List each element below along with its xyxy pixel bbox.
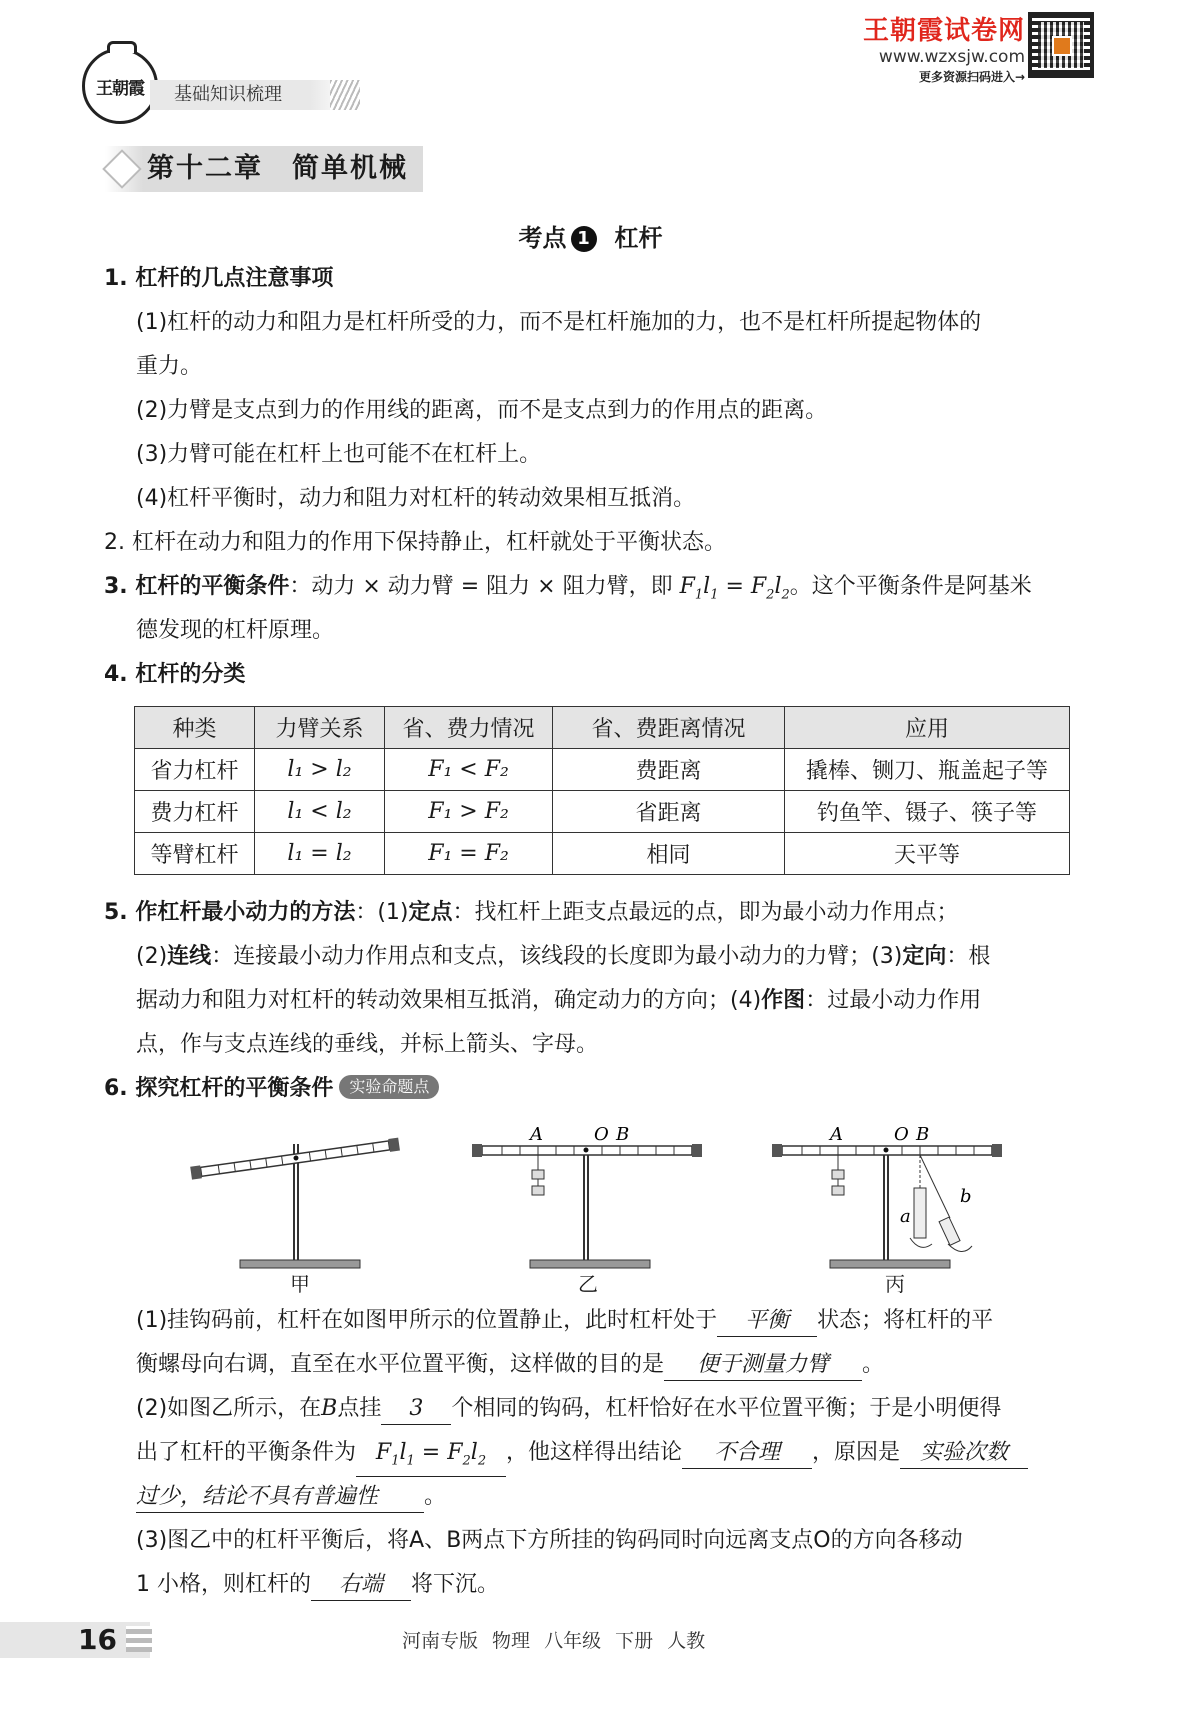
figure-jia [190, 1118, 410, 1278]
q1-line-2 [136, 1350, 1116, 1381]
table-row [135, 833, 1070, 875]
item-5-line-3 [136, 986, 1116, 1016]
item-5-text: ：找杠杆上距支点最远的点，即为最小动力作用点； [452, 900, 959, 925]
section-label: 基础知识梳理 [150, 80, 350, 110]
item-5-keyword: 作图 [761, 988, 806, 1013]
horizontal-lever [772, 1144, 1002, 1157]
table-row [135, 791, 1070, 833]
item-5-text: ：过最小动力作用 [805, 988, 982, 1013]
page-number: 16 [78, 1623, 117, 1656]
crown-icon [107, 41, 137, 53]
answer-blank: 不合理 [682, 1438, 812, 1469]
table-cell: 费力杠杆 [135, 791, 255, 833]
item-5-keyword: 连线 [167, 944, 212, 969]
table-header: 省、费力情况 [385, 707, 553, 749]
table-header-row [135, 707, 1070, 749]
table-cell: l₁ = l₂ [255, 833, 385, 875]
table-header: 省、费距离情况 [553, 707, 785, 749]
q2-text: 点挂 [337, 1396, 382, 1421]
experiment-tag: 实验命题点 [339, 1075, 439, 1099]
table-cell: 撬棒、铡刀、瓶盖起子等 [785, 749, 1070, 791]
brand-url[interactable]: www.wzxsjw.com [878, 47, 1025, 67]
q1-text: 状态；将杠杆的平 [817, 1308, 994, 1333]
stand-base [830, 1260, 950, 1268]
item-5-text: 据动力和阻力对杠杆的转动效果相互抵消，确定动力的方向；(4) [136, 988, 762, 1013]
q1-text: (1)挂钩码前，杠杆在如图甲所示的位置静止，此时杠杆处于 [136, 1308, 718, 1333]
table-cell: 费距离 [553, 749, 785, 791]
item-5-keyword: 定点 [408, 900, 453, 925]
caption-bing: 丙 [885, 1272, 905, 1296]
stand-base [530, 1260, 650, 1268]
answer-blank-formula: $F_1l_1 = F_2l_2$ [356, 1438, 506, 1477]
table-cell: 省力杠杆 [135, 749, 255, 791]
item-3-tail: 。这个平衡条件是阿基米 [789, 574, 1032, 599]
brand-name: 王朝霞试卷网 [862, 16, 1025, 46]
kaodian-title: 杠杆 [614, 224, 663, 252]
horizontal-lever [472, 1144, 702, 1157]
caption-yi: 乙 [578, 1272, 598, 1296]
q3-text: 1 小格，则杠杆的 [136, 1572, 311, 1597]
item-5-line-1 [104, 898, 1084, 928]
kaodian-heading [0, 218, 1181, 253]
q1-text: 。 [862, 1352, 885, 1377]
item-5-keyword: 定向 [902, 944, 947, 969]
answer-blank: 3 [381, 1394, 451, 1425]
table-header: 力臂关系 [255, 707, 385, 749]
number-circle-icon: 1 [571, 226, 597, 252]
item-3-cont: 德发现的杠杆原理。 [136, 618, 335, 643]
table-cell: l₁ > l₂ [255, 749, 385, 791]
item-3-bold: 3. 杠杆的平衡条件 [104, 574, 290, 599]
item-1-p1a: (1)杠杆的动力和阻力是杠杆所受的力，而不是杠杆施加的力，也不是杠杆所提起物体的 [136, 310, 982, 335]
hook-weights [532, 1155, 544, 1195]
q3-line-2 [136, 1570, 1116, 1601]
table-row [135, 749, 1070, 791]
answer-blank: 过少，结论不具有普遍性 [136, 1482, 424, 1513]
squares-decoration-icon [126, 1626, 152, 1652]
tilted-lever [190, 1138, 400, 1180]
q2-text: (2)如图乙所示，在 [136, 1396, 322, 1421]
table-cell: l₁ < l₂ [255, 791, 385, 833]
table-cell: 相同 [553, 833, 785, 875]
answer-blank: 平衡 [717, 1306, 817, 1337]
label-scale-b: b [960, 1186, 972, 1207]
item-5-heading: 5. 作杠杆最小动力的方法 [104, 900, 356, 925]
item-6-title: 6. 探究杠杆的平衡条件 [104, 1076, 334, 1101]
item-3-text: ：动力 × 动力臂 = 阻力 × 阻力臂，即 [289, 574, 680, 599]
item-5-text: ：根 [946, 944, 991, 969]
item-5-line-2 [136, 942, 1116, 972]
publisher-logo [82, 48, 158, 124]
item-6-heading [104, 1074, 1084, 1104]
answer-blank: 便于测量力臂 [664, 1350, 862, 1381]
figure-bing [770, 1118, 1020, 1278]
item-5-text: ：连接最小动力作用点和支点，该线段的长度即为最小动力的力臂；(3) [211, 944, 903, 969]
item-1-heading: 1. 杠杆的几点注意事项 [104, 266, 334, 291]
item-3 [104, 572, 1084, 610]
stand-base [240, 1260, 360, 1268]
table-cell: 钓鱼竿、镊子、筷子等 [785, 791, 1070, 833]
item-1-p2: (2)力臂是支点到力的作用线的距离，而不是支点到力的作用点的距离。 [136, 398, 828, 423]
q2-text: 个相同的钩码，杠杆恰好在水平位置平衡；于是小明便得 [451, 1396, 1002, 1421]
q2-text: ，原因是 [812, 1440, 901, 1465]
lever-classification-table [134, 706, 1070, 875]
answer-blank: 右端 [311, 1570, 411, 1601]
item-1-p3: (3)力臂可能在杠杆上也可能不在杠杆上。 [136, 442, 542, 467]
kaodian-prefix: 考点 [518, 224, 567, 252]
figure-yi [470, 1118, 710, 1278]
label-o-point: O [894, 1124, 909, 1145]
table-cell: 省距离 [553, 791, 785, 833]
q1-line-1 [136, 1306, 1116, 1337]
table-cell: 等臂杠杆 [135, 833, 255, 875]
label-a-point: A [830, 1124, 843, 1145]
item-1-p1b: 重力。 [136, 354, 203, 379]
label-b-point: B [916, 1124, 930, 1145]
hook-weights [832, 1155, 844, 1195]
q2-text: ，他这样得出结论 [506, 1440, 683, 1465]
table-cell: F₁ > F₂ [385, 791, 553, 833]
q2-point-label: B [321, 1396, 338, 1421]
footer-text: 河南专版 物理 八年级 下册 人教 [402, 1630, 706, 1652]
qr-code-icon[interactable] [1028, 12, 1094, 78]
stripe-decoration [330, 80, 360, 110]
logo-text: 王朝霞 [96, 78, 144, 99]
q2-line-3 [136, 1482, 1116, 1513]
q2-text: 出了杠杆的平衡条件为 [136, 1440, 357, 1465]
table-cell: F₁ < F₂ [385, 749, 553, 791]
label-a-point: A [530, 1124, 543, 1145]
q3-text: 将下沉。 [411, 1572, 500, 1597]
caption-jia: 甲 [290, 1272, 310, 1296]
label-o-point: O [594, 1124, 609, 1145]
brand-block[interactable] [855, 10, 1025, 85]
q2-line-2 [136, 1438, 1116, 1477]
item-5-line-4: 点，作与支点连线的垂线，并标上箭头、字母。 [136, 1032, 599, 1057]
q1-text: 衡螺母向右调，直至在水平位置平衡，这样做的目的是 [136, 1352, 665, 1377]
item-2: 2. 杠杆在动力和阻力的作用下保持静止，杠杆就处于平衡状态。 [104, 530, 726, 555]
item-5-text: (2) [136, 944, 168, 969]
q2-text: 。 [424, 1484, 447, 1509]
answer-blank: 实验次数 [900, 1438, 1028, 1469]
label-scale-a: a [900, 1206, 911, 1227]
table-header: 种类 [135, 707, 255, 749]
item-5-text: ：(1) [355, 900, 409, 925]
item-1-p4: (4)杠杆平衡时，动力和阻力对杠杆的转动效果相互抵消。 [136, 486, 696, 511]
q2-line-1 [136, 1394, 1116, 1425]
label-b-point: B [616, 1124, 630, 1145]
q3-line-1: (3)图乙中的杠杆平衡后，将A、B两点下方所挂的钩码同时向远离支点O的方向各移动 [136, 1528, 963, 1553]
chapter-title: 第十二章 简单机械 [105, 146, 423, 192]
brand-tip: 更多资源扫码进入→ [918, 70, 1025, 84]
table-cell: F₁ = F₂ [385, 833, 553, 875]
table-header: 应用 [785, 707, 1070, 749]
formula: $F_1l_1 = F_2l_2$ [679, 574, 790, 603]
table-cell: 天平等 [785, 833, 1070, 875]
item-4-heading: 4. 杠杆的分类 [104, 662, 246, 687]
